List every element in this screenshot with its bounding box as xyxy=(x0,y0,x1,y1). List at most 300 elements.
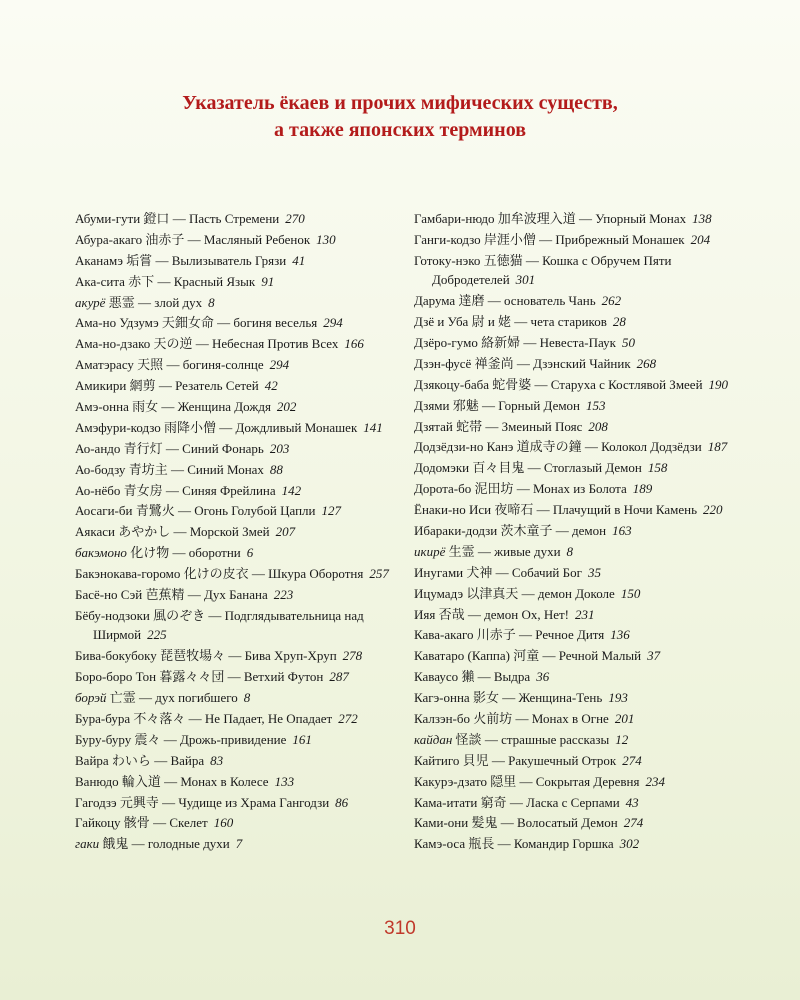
entry-japanese: 火前坊 xyxy=(473,710,513,726)
entry-page-ref: 278 xyxy=(342,648,363,664)
index-entry: Камэ-оса 瓶長 — Командир Горшка 302 xyxy=(414,836,640,852)
index-entry: Бура-бура 不々落々 — Не Падает, Не Опадает 272 xyxy=(75,710,358,726)
entry-description: Чудище из Храма Гангодзи xyxy=(178,794,330,810)
entry-description: злой дух xyxy=(154,294,203,310)
index-entry: Амэ-онна 雨女 — Женщина Дождя 202 xyxy=(75,399,297,415)
index-entry: Кагэ-онна 影女 — Женщина-Тень 193 xyxy=(414,690,628,706)
index-entry: Готоку-нэко 五徳猫 — Кошка с Обручем Пяти Добродетелей 301 xyxy=(414,252,672,288)
entry-japanese: 髪鬼 xyxy=(471,815,498,831)
index-entry: Гамбари-нюдо 加牟波理入道 — Упорный Монах 138 xyxy=(414,211,712,226)
entry-japanese: 隠里 xyxy=(490,773,517,789)
entry-page-ref: 138 xyxy=(692,211,712,226)
entry-page-ref: 142 xyxy=(281,482,302,498)
entry-japanese: 青女房 xyxy=(123,482,163,498)
entry-description: Монах в Огне xyxy=(531,710,609,726)
entry-term: кайдан xyxy=(414,731,453,747)
entry-description: Бива Хруп-Хруп xyxy=(244,648,337,664)
entry-description: дух погибшего xyxy=(155,690,238,706)
entry-page-ref: 220 xyxy=(703,502,723,518)
entry-page-ref: 193 xyxy=(608,690,628,706)
entry-term: Дзё и Уба xyxy=(414,314,469,330)
entry-term: Дзятай xyxy=(414,418,453,434)
entry-page-ref: 28 xyxy=(612,314,626,330)
entry-term: гаки xyxy=(75,836,100,852)
entry-description: Масляный Ребенок xyxy=(203,231,311,247)
entry-page-ref: 136 xyxy=(610,627,630,643)
entry-page-ref: 86 xyxy=(335,794,349,810)
entry-term: Аматэрасу xyxy=(75,357,134,373)
entry-term: Додомэки xyxy=(414,460,470,476)
entry-japanese: 貝児 xyxy=(462,752,489,768)
entry-japanese: 青坊主 xyxy=(128,461,168,477)
entry-japanese: 天鈿女命 xyxy=(161,315,214,331)
index-entry: Басё-но Сэй 芭蕉精 — Дух Банана 223 xyxy=(75,587,294,603)
entry-term: Гамбари-нюдо xyxy=(414,211,495,226)
entry-description: демон xyxy=(572,522,607,538)
entry-japanese: 震々 xyxy=(134,731,161,747)
entry-term: Ибараки-додзи xyxy=(414,522,498,538)
entry-japanese: 赤下 xyxy=(128,273,155,289)
index-entry: Дзё и Уба 尉 и 姥 — чета стариков 28 xyxy=(414,314,626,330)
index-entry: Дарума 達磨 — основатель Чань 262 xyxy=(414,293,622,309)
entry-description: демон Доколе xyxy=(537,585,615,601)
index-entry: Ёнаки-но Иси 夜啼石 — Плачущий в Ночи Камень 220 xyxy=(414,502,723,518)
entry-term: Ао-бодзу xyxy=(75,461,126,477)
entry-term: Бёбу-нодзоки xyxy=(75,607,150,623)
index-entry: борэй 亡霊 — дух погибшего 8 xyxy=(75,690,251,706)
index-entry: Каваусо 獺 — Выдра 36 xyxy=(414,669,550,685)
index-title-line-2: а также японских терминов xyxy=(274,119,526,141)
entry-description: Командир Горшка xyxy=(513,836,614,852)
entry-term: Ао-нёбо xyxy=(75,482,121,498)
entry-page-ref: 225 xyxy=(147,627,167,643)
entry-description: Красный Язык xyxy=(173,273,256,289)
entry-description: Прибрежный Монашек xyxy=(555,231,685,247)
entry-term: Инугами xyxy=(414,564,464,580)
entry-description: Синяя Фрейлина xyxy=(182,482,276,498)
entry-description: Горный Демон xyxy=(498,397,581,413)
entry-term: Кагэ-онна xyxy=(414,690,470,706)
entry-description: Сокрытая Деревня xyxy=(535,773,640,789)
entry-description: богиня веселья xyxy=(233,315,318,331)
index-entry: Ака-сита 赤下 — Красный Язык 91 xyxy=(75,273,275,289)
entry-japanese: 獺 xyxy=(461,669,475,685)
entry-page-ref: 141 xyxy=(363,419,383,435)
entry-term: Камэ-оса xyxy=(414,836,466,852)
entry-page-ref: 158 xyxy=(647,460,668,476)
entry-page-ref: 301 xyxy=(515,272,536,288)
entry-description: Монах в Колесе xyxy=(180,773,269,789)
index-entry: Инугами 犬神 — Собачий Бог 35 xyxy=(414,564,601,580)
entry-japanese: 芭蕉精 xyxy=(145,587,185,603)
entry-japanese: 加牟波理入道 xyxy=(497,211,576,226)
entry-description: Огонь Голубой Цапли xyxy=(194,503,316,519)
index-entry: Дорота-бо 泥田坊 — Монах из Болота 189 xyxy=(414,481,653,497)
entry-description: голодные духи xyxy=(147,836,230,852)
index-entry: Абура-акаго 油赤子 — Масляный Ребенок 130 xyxy=(75,231,336,247)
entry-japanese: 悪霊 xyxy=(108,294,135,310)
entry-japanese: 青鷺火 xyxy=(135,503,175,519)
index-column-right xyxy=(414,209,732,855)
index-entry: Дзёро-гумо 絡新婦 — Невеста-Паук 50 xyxy=(414,334,635,350)
index-entry: Гайкоцу 骸骨 — Скелет 160 xyxy=(75,815,234,831)
index-entry: икирё 生霊 — живые духи 8 xyxy=(414,543,574,559)
entry-page-ref: 257 xyxy=(369,566,389,582)
entry-description: Вылизыватель Грязи xyxy=(171,252,287,268)
entry-term: Дзякоцу-баба xyxy=(414,376,490,392)
entry-term: Басё-но Сэй xyxy=(75,587,143,603)
index-entry: Дзями 邪魅 — Горный Демон 153 xyxy=(414,397,606,413)
entry-term: икирё xyxy=(414,543,446,559)
entry-page-ref: 8 xyxy=(208,294,215,310)
entry-term: Дарума xyxy=(414,293,456,309)
entry-description: Упорный Монах xyxy=(595,211,687,226)
entry-japanese: 雨降小僧 xyxy=(164,419,217,435)
index-entry: Какурэ-дзато 隠里 — Сокрытая Деревня 234 xyxy=(414,773,665,789)
entry-page-ref: 12 xyxy=(615,731,629,747)
entry-japanese: 絡新婦 xyxy=(481,334,521,350)
entry-japanese: 以津真天 xyxy=(466,585,519,601)
entry-page-ref: 8 xyxy=(243,690,251,706)
entry-term: Боро-боро Тон xyxy=(75,669,157,685)
entry-description: Ракушечный Отрок xyxy=(508,752,617,768)
entry-term: Дзэн-фусё xyxy=(414,355,472,371)
entry-term: Ама-но Удзумэ xyxy=(75,315,159,331)
entry-description: Собачий Бог xyxy=(511,564,582,580)
entry-japanese: 骸骨 xyxy=(123,815,150,831)
entry-page-ref: 42 xyxy=(264,378,278,394)
entry-page-ref: 37 xyxy=(647,648,661,664)
entry-japanese: 化けの皮衣 xyxy=(183,566,249,582)
index-entry: Бёбу-нодзоки 風のぞき — Подглядывательница над Ширмой 225 xyxy=(75,607,364,643)
page-number: 310 xyxy=(384,918,416,939)
entry-page-ref: 36 xyxy=(536,669,550,685)
entry-description: Дождливый Монашек xyxy=(235,419,358,435)
entry-page-ref: 189 xyxy=(632,481,653,497)
index-entry: Додомэки 百々目鬼 — Стоглазый Демон 158 xyxy=(414,460,668,476)
entry-page-ref: 187 xyxy=(707,439,728,455)
index-entry: Ибараки-додзи 茨木童子 — демон 163 xyxy=(414,522,632,538)
entry-page-ref: 287 xyxy=(329,669,349,685)
entry-term: Гайкоцу xyxy=(75,815,121,831)
index-entry: Амикири 網剪 — Резатель Сетей 42 xyxy=(75,378,278,394)
entry-japanese: 輪入道 xyxy=(121,773,161,789)
index-entry: Ками-они 髪鬼 — Волосатый Демон 274 xyxy=(414,815,644,831)
entry-term: Ёнаки-но Иси xyxy=(414,502,492,518)
entry-japanese: 泥田坊 xyxy=(474,481,514,497)
entry-term: Бура-бура xyxy=(75,710,131,726)
index-entry: Гагодзэ 元興寺 — Чудище из Храма Гангодзи 86 xyxy=(75,794,349,810)
entry-term: Ками-они xyxy=(414,815,469,831)
entry-page-ref: 91 xyxy=(261,273,275,289)
entry-page-ref: 231 xyxy=(575,606,595,622)
entry-page-ref: 161 xyxy=(292,731,312,747)
entry-description: Змеиный Пояс xyxy=(501,418,583,434)
entry-page-ref: 190 xyxy=(708,376,729,392)
entry-description: Синий Фонарь xyxy=(182,440,264,456)
entry-description: основатель Чань xyxy=(503,293,596,309)
entry-page-ref: 294 xyxy=(269,357,290,373)
entry-page-ref: 7 xyxy=(235,836,243,852)
entry-japanese: 邪魅 xyxy=(452,397,479,413)
entry-page-ref: 43 xyxy=(625,794,639,810)
index-entry: Ама-но Удзумэ 天鈿女命 — богиня веселья 294 xyxy=(75,315,343,331)
entry-page-ref: 163 xyxy=(612,522,632,538)
entry-page-ref: 262 xyxy=(601,293,622,309)
index-entry: Кайтиго 貝児 — Ракушечный Отрок 274 xyxy=(414,752,642,768)
entry-description: Женщина-Тень xyxy=(518,690,603,706)
entry-description: Не Падает, Не Опадает xyxy=(204,710,333,726)
entry-term: Дзями xyxy=(414,397,450,413)
index-column-left xyxy=(75,209,393,855)
entry-page-ref: 223 xyxy=(273,587,294,603)
entry-description: Ласка с Серпами xyxy=(526,794,620,810)
entry-page-ref: 88 xyxy=(269,461,283,477)
entry-description: Скелет xyxy=(169,815,208,831)
index-entry: Дзятай 蛇帯 — Змеиный Пояс 208 xyxy=(414,418,608,434)
entry-page-ref: 272 xyxy=(338,710,358,726)
entry-description: живые духи xyxy=(494,543,561,559)
entry-japanese: 不々落々 xyxy=(133,710,186,726)
index-entry: Дзякоцу-баба 蛇骨婆 — Старуха с Костлявой Змеей 190 xyxy=(414,376,729,392)
index-entry: Дзэн-фусё 禅釜尚 — Дзэнский Чайник 268 xyxy=(414,355,657,371)
entry-japanese: わいら xyxy=(111,752,151,768)
entry-japanese: 天の逆 xyxy=(153,336,193,352)
entry-description: Речное Дитя xyxy=(535,627,605,643)
entry-page-ref: 270 xyxy=(285,211,305,226)
entry-description: демон Ох, Нет! xyxy=(484,606,569,622)
entry-japanese: 琵琶牧場々 xyxy=(160,648,226,664)
entry-japanese: 茨木童子 xyxy=(500,522,553,538)
entry-term: Каваусо xyxy=(414,669,459,685)
index-entry: Ао-бодзу 青坊主 — Синий Монах 88 xyxy=(75,461,283,477)
index-entry: Боро-боро Тон 暮露々々団 — Ветхий Футон 287 xyxy=(75,669,349,685)
entry-term: Калзэн-бо xyxy=(414,710,470,726)
entry-term: акурё xyxy=(75,294,106,310)
entry-japanese: 瓶長 xyxy=(468,836,495,852)
entry-japanese: 天照 xyxy=(137,357,164,373)
entry-description: Дзэнский Чайник xyxy=(533,355,631,371)
entry-term: Ванюдо xyxy=(75,773,119,789)
entry-term: Ама-но-дзако xyxy=(75,336,151,352)
entry-description: Колокол Додзёдзи xyxy=(601,439,702,455)
index-entry: Додзёдзи-но Канэ 道成寺の鐘 — Колокол Додзёдзи 187 xyxy=(414,439,728,455)
entry-japanese: 化け物 xyxy=(130,545,170,561)
entry-term: Амикири xyxy=(75,378,127,394)
index-entry: Бакэнокава-горомо 化けの皮衣 — Шкура Оборотня 257 xyxy=(75,566,389,582)
index-entry: Аматэрасу 天照 — богиня-солнце 294 xyxy=(75,357,290,373)
index-entry: Амэфури-кодзо 雨降小僧 — Дождливый Монашек 141 xyxy=(75,419,383,435)
entry-page-ref: 160 xyxy=(213,815,234,831)
index-entry: Аосаги-би 青鷺火 — Огонь Голубой Цапли 127 xyxy=(75,503,341,519)
entry-japanese: 川赤子 xyxy=(476,627,516,643)
entry-description: Дрожь-привидение xyxy=(180,731,287,747)
index-entry: акурё 悪霊 — злой дух 8 xyxy=(75,294,215,310)
entry-term: Ао-андо xyxy=(75,440,121,456)
entry-japanese: 尉 и 姥 xyxy=(471,314,512,330)
entry-description: Небесная Против Всех xyxy=(212,336,339,352)
entry-page-ref: 166 xyxy=(344,336,364,352)
entry-term: Дорота-бо xyxy=(414,481,472,497)
entry-page-ref: 35 xyxy=(587,564,601,580)
entry-page-ref: 302 xyxy=(619,836,640,852)
entry-description: Выдра xyxy=(493,669,531,685)
entry-term: Бакэнокава-горомо xyxy=(75,566,181,582)
entry-description: Ветхий Футон xyxy=(243,669,324,685)
entry-description: Дух Банана xyxy=(203,587,268,603)
entry-description: страшные рассказы xyxy=(501,731,610,747)
entry-page-ref: 268 xyxy=(636,355,657,371)
entry-term: Аканамэ xyxy=(75,252,123,268)
entry-term: Гагодзэ xyxy=(75,794,117,810)
entry-description: Старуха с Костлявой Змеей xyxy=(550,376,703,392)
entry-term: Кайтиго xyxy=(414,752,460,768)
index-entry: Ияя 否哉 — демон Ох, Нет! 231 xyxy=(414,606,595,622)
index-entry: Ао-нёбо 青女房 — Синяя Фрейлина 142 xyxy=(75,482,302,498)
entry-term: Ияя xyxy=(414,606,436,622)
entry-japanese: 窮奇 xyxy=(480,794,507,810)
entry-description: Шкура Оборотня xyxy=(268,566,364,582)
entry-term: Абура-акаго xyxy=(75,231,143,247)
entry-description: оборотни xyxy=(188,545,241,561)
entry-japanese: 元興寺 xyxy=(119,794,159,810)
entry-page-ref: 8 xyxy=(566,543,574,559)
index-entry: Абуми-гути 鐙口 — Пасть Стремени 270 xyxy=(75,211,305,226)
entry-description: чета стариков xyxy=(530,314,607,330)
entry-term: Ака-сита xyxy=(75,273,125,289)
entry-description: Стоглазый Демон xyxy=(543,460,642,476)
entry-term: Амэфури-кодзо xyxy=(75,419,161,435)
entry-description: Вайра xyxy=(170,752,205,768)
entry-japanese: 五徳猫 xyxy=(483,252,523,268)
entry-japanese: 怪談 xyxy=(455,731,482,747)
entry-japanese: 河童 xyxy=(513,648,540,664)
entry-term: Буру-буру xyxy=(75,731,132,747)
index-entry: Вайра わいら — Вайра 83 xyxy=(75,752,224,768)
entry-page-ref: 207 xyxy=(275,524,296,540)
entry-page-ref: 150 xyxy=(620,585,641,601)
index-entry: Буру-буру 震々 — Дрожь-привидение 161 xyxy=(75,731,312,747)
entry-term: Какурэ-дзато xyxy=(414,773,487,789)
entry-term: Аосаги-би xyxy=(75,503,133,519)
entry-page-ref: 204 xyxy=(690,231,711,247)
index-entry: Аякаси あやかし — Морской Змей 207 xyxy=(75,524,296,540)
entry-description: Женщина Дождя xyxy=(177,399,271,415)
entry-page-ref: 130 xyxy=(316,231,336,247)
entry-term: Ицумадэ xyxy=(414,585,464,601)
entry-description: Резатель Сетей xyxy=(175,378,259,394)
entry-japanese: 蛇骨婆 xyxy=(492,376,532,392)
entry-term: Готоку-нэко xyxy=(414,252,481,268)
entry-description: Кошка с Обручем Пяти Добродетелей xyxy=(432,252,672,288)
entry-japanese: 百々目鬼 xyxy=(472,460,525,476)
index-entry: Ганги-кодзо 岸涯小僧 — Прибрежный Монашек 204 xyxy=(414,231,711,247)
entry-term: бакэмоно xyxy=(75,545,127,561)
entry-term: Кава-акаго xyxy=(414,627,474,643)
entry-japanese: 蛇帯 xyxy=(456,418,483,434)
index-entry: Ванюдо 輪入道 — Монах в Колесе 133 xyxy=(75,773,295,789)
entry-japanese: あやかし xyxy=(118,524,171,540)
entry-term: Дзёро-гумо xyxy=(414,334,478,350)
entry-page-ref: 234 xyxy=(645,773,665,789)
index-entry: гаки 餓鬼 — голодные духи 7 xyxy=(75,836,243,852)
entry-page-ref: 127 xyxy=(321,503,341,519)
entry-page-ref: 208 xyxy=(588,418,608,434)
entry-description: Речной Малый xyxy=(558,648,642,664)
entry-japanese: 青行灯 xyxy=(123,440,163,456)
index-entry: Ицумадэ 以津真天 — демон Доколе 150 xyxy=(414,585,641,601)
entry-japanese: 鐙口 xyxy=(143,211,170,226)
entry-term: Амэ-онна xyxy=(75,399,129,415)
entry-page-ref: 83 xyxy=(210,752,224,768)
entry-japanese: 餓鬼 xyxy=(102,836,129,852)
entry-page-ref: 6 xyxy=(246,545,254,561)
index-entry: Кама-итати 窮奇 — Ласка с Серпами 43 xyxy=(414,794,639,810)
entry-japanese: 道成寺の鐘 xyxy=(516,439,582,455)
index-entry: Ама-но-дзако 天の逆 — Небесная Против Всех 166 xyxy=(75,336,364,352)
entry-japanese: 生霊 xyxy=(448,543,475,559)
entry-japanese: 影女 xyxy=(472,690,499,706)
entry-page-ref: 294 xyxy=(323,315,343,331)
entry-japanese: 垢嘗 xyxy=(126,252,153,268)
entry-japanese: 犬神 xyxy=(466,564,493,580)
entry-term: борэй xyxy=(75,690,107,706)
entry-term: Вайра xyxy=(75,752,109,768)
entry-page-ref: 203 xyxy=(269,440,290,456)
entry-page-ref: 202 xyxy=(276,399,297,415)
index-entry: Каватаро (Каппа) 河童 — Речной Малый 37 xyxy=(414,648,661,664)
entry-description: Синий Монах xyxy=(187,461,264,477)
entry-page-ref: 41 xyxy=(292,252,306,268)
entry-term: Бива-бокубоку xyxy=(75,648,157,664)
entry-description: Пасть Стремени xyxy=(188,211,280,226)
index-entry: Калзэн-бо 火前坊 — Монах в Огне 201 xyxy=(414,710,635,726)
index-entry: Кава-акаго 川赤子 — Речное Дитя 136 xyxy=(414,627,630,643)
entry-term: Каватаро (Каппа) xyxy=(414,648,510,664)
entry-page-ref: 201 xyxy=(614,710,635,726)
entry-page-ref: 133 xyxy=(274,773,295,789)
entry-japanese: 網剪 xyxy=(129,378,156,394)
index-entry: кайдан 怪談 — страшные рассказы 12 xyxy=(414,731,629,747)
index-entry: Ао-андо 青行灯 — Синий Фонарь 203 xyxy=(75,440,290,456)
entry-term: Кама-итати xyxy=(414,794,478,810)
entry-term: Ганги-кодзо xyxy=(414,231,481,247)
entry-japanese: 夜啼石 xyxy=(494,502,534,518)
entry-description: Монах из Болота xyxy=(533,481,627,497)
entry-japanese: 禅釜尚 xyxy=(474,355,514,371)
entry-japanese: 亡霊 xyxy=(109,690,136,706)
entry-japanese: 油赤子 xyxy=(145,231,185,247)
index-title-line-1: Указатель ёкаев и прочих мифических существ, xyxy=(182,92,618,114)
index-entry: Бива-бокубоку 琵琶牧場々 — Бива Хруп-Хруп 278 xyxy=(75,648,363,664)
entry-japanese: 否哉 xyxy=(438,606,465,622)
entry-description: богиня-солнце xyxy=(182,357,264,373)
entry-description: Невеста-Паук xyxy=(539,334,616,350)
entry-japanese: 暮露々々団 xyxy=(159,669,225,685)
index-title xyxy=(0,90,800,144)
entry-japanese: 風のぞき xyxy=(153,607,206,623)
entry-description: Плачущий в Ночи Камень xyxy=(552,502,698,518)
entry-term: Абуми-гути xyxy=(75,211,141,226)
entry-term: Додзёдзи-но Канэ xyxy=(414,439,514,455)
entry-description: Волосатый Демон xyxy=(516,815,618,831)
entry-page-ref: 274 xyxy=(622,752,642,768)
entry-page-ref: 153 xyxy=(586,397,606,413)
entry-term: Аякаси xyxy=(75,524,115,540)
entry-page-ref: 50 xyxy=(621,334,635,350)
index-entry: бакэмоно 化け物 — оборотни 6 xyxy=(75,545,254,561)
entry-japanese: 雨女 xyxy=(132,399,159,415)
